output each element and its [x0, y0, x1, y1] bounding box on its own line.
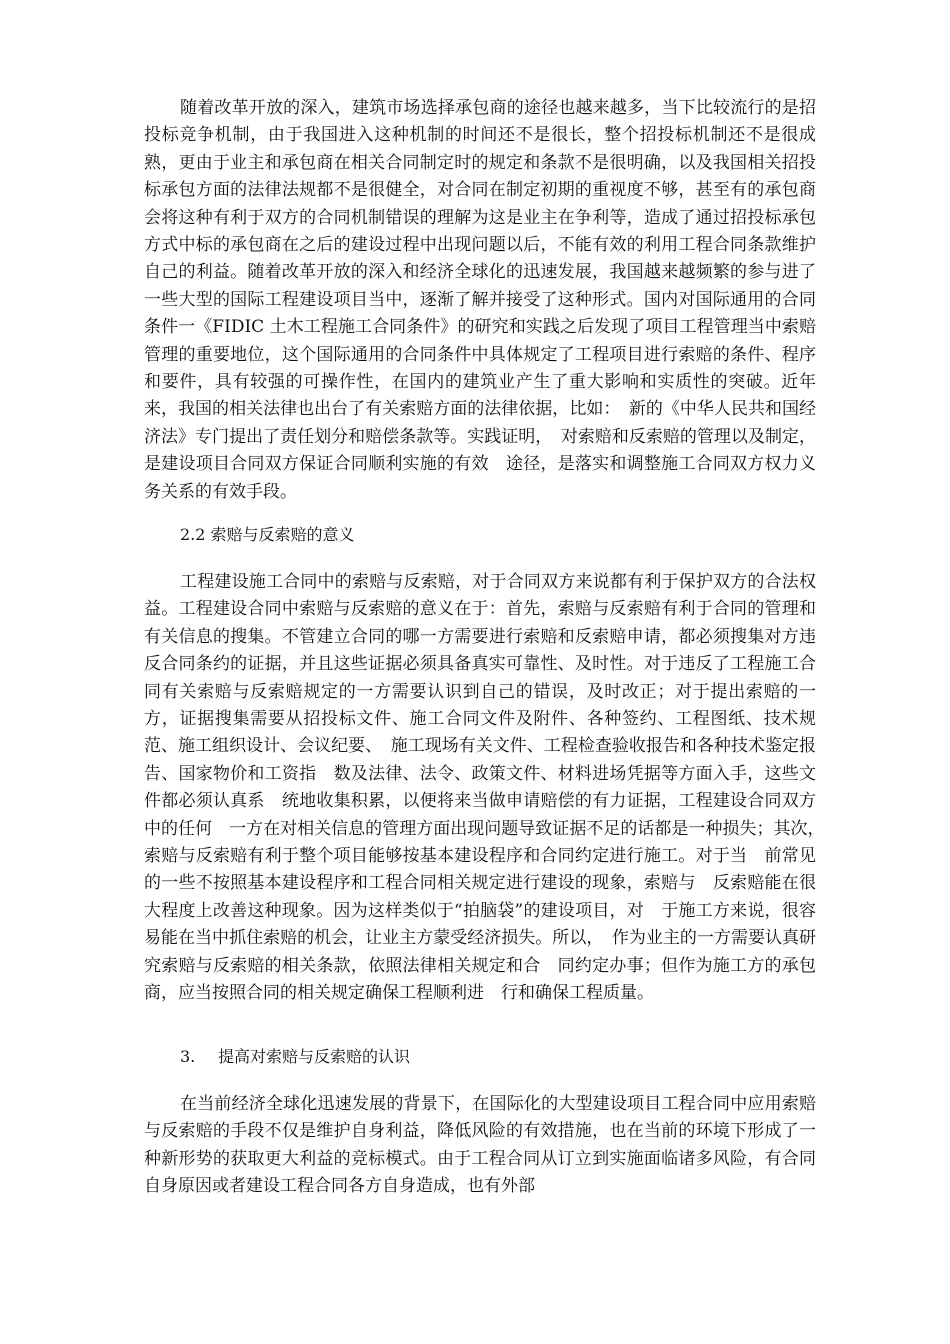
body-paragraph-claims-significance: 工程建设施工合同中的索赔与反索赔，对于合同双方来说都有利于保护双方的合法权益。工程建设合同中索赔与反索赔的意义在于：首先，索赔与反索赔有利于合同的管理和有关信息的搜集。不管建立合同的哪一方需要进行索赔和反索赔申请，都必须搜集对方违反合同条约的证据，并且这些证据必须具备真实可靠性、及时性。对于违反了工程施工合同有关索赔与反索赔规定的一方需要认识到自己的错误，及时改正；对于提出索赔的一方，证据搜集需要从招投标文件、施工合同文件及附件、各种签约、工程图纸、技术规范、施工组织设计、会议纪要、 施工现场有关文件、工程检查验收报告和各种技术鉴定报告、国家物价和工资指 数及法律、法令、政策文件、材料进场凭据等方面入手，这些文件都必须认真系 统地收集积累，以便将来当做申请赔偿的有力证据，工程建设合同双方中的任何 一方在对相关信息的管理方面出现问题导致证据不足的话都是一种损失；其次， 索赔与反索赔有利于整个项目能够按基本建设程序和合同约定进行施工。对于当 前常见的一些不按照基本建设程序和工程合同相关规定进行建设的现象，索赔与 反索赔能在很大程度上改善这种现象。因为这样类似于“拍脑袋”的建设项目，对 于施工方来说，很容易能在当中抓住索赔的机会，让业主方蒙受经济损失。所以， 作为业主的一方需要认真研究索赔与反索赔的相关条款，依照法律相关规定和合 同约定办事；但作为施工方的承包商，应当按照合同的相关规定确保工程顺利进 行和确保工程质量。 — [144, 572, 833, 1004]
section-heading-3-text: 提高对索赔与反索赔的认识 — [218, 1047, 411, 1066]
body-paragraph-claims-background: 随着改革开放的深入，建筑市场选择承包商的途径也越来越多，当下比较流行的是招投标竞争机制，由于我国进入这种机制的时间还不是很长，整个招投标机制还不是很成熟，更由于业主和承包商在相关合同制定时的规定和条款不是很明确，以及我国相关招投标承包方面的法律法规都不是很健全，对合同在制定初期的重视度不够，甚至有的承包商会将这种有利于双方的合同机制错误的理解为这是业主在争利等，造成了通过招投标承包方式中标的承包商在之后的建设过程中出现问题以后，不能有效的利用工程合同条款维护自己的利益。随着改革开放的深入和经济全球化的迅速发展，我国越来越频繁的参与进了一些大型的国际工程建设项目当中，逐渐了解并接受了这种形式。国内对国际通用的合同条件一《FIDIC 土木工程施工合同条件》的研究和实践之后发现了项目工程管理当中索赔管理的重要地位，这个国际通用的合同条件中具体规定了工程项目进行索赔的条件、程序和要件，具有较强的可操作性，在国内的建筑业产生了重大影响和实质性的突破。近年来，我国的相关法律也出台了有关索赔方面的法律依据，比如： 新的《中华人民共和国经济法》专门提出了责任划分和赔偿条款等。实践证明， 对索赔和反索赔的管理以及制定，是建设项目合同双方保证合同顺利实施的有效 途径，是落实和调整施工合同双方权力义务关系的有效手段。 — [144, 98, 816, 502]
section-heading-2-2: 2.2 索赔与反索赔的意义 — [180, 525, 355, 544]
section-heading-3 — [180, 1045, 410, 1069]
section-heading-3-number: 3. — [180, 1047, 196, 1066]
body-paragraph-claims-awareness: 在当前经济全球化迅速发展的背景下，在国际化的大型建设项目工程合同中应用索赔与反索赔的手段不仅是维护自身利益，降低风险的有效措施，也在当前的环境下形成了一种新形势的获取更大利益的竞标模式。由于工程合同从订立到实施面临诸多风险，有合同自身原因或者建设工程合同各方自身造成，也有外部 — [144, 1094, 816, 1197]
